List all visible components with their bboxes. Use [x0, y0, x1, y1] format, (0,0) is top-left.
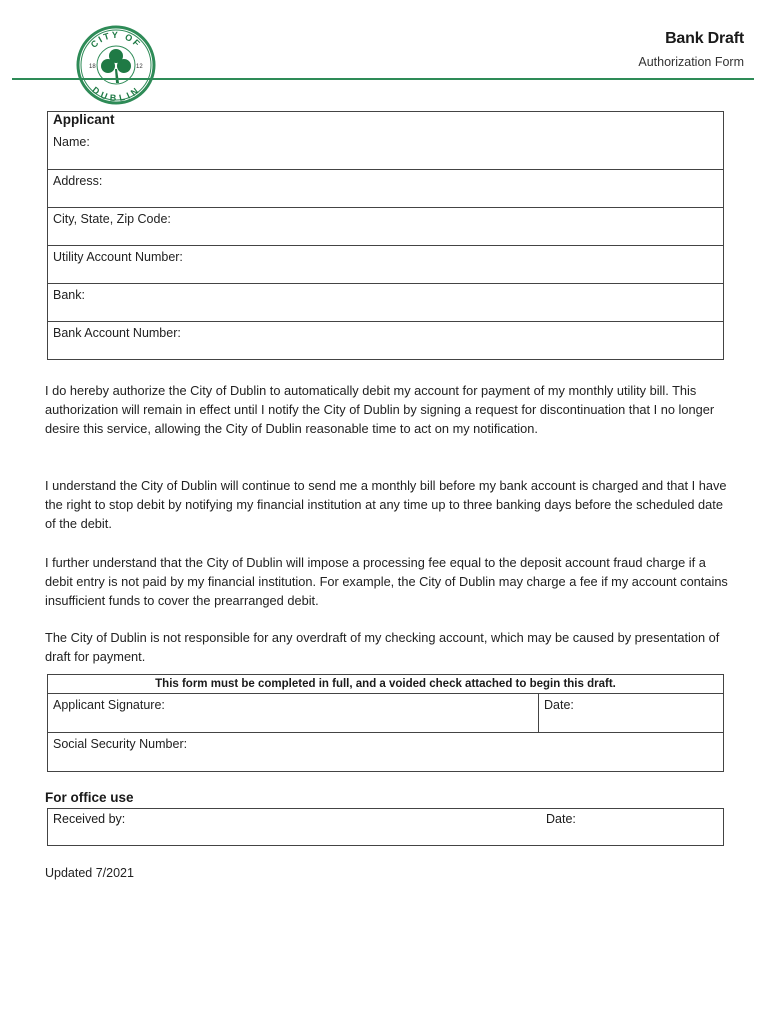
header-divider — [12, 78, 754, 80]
utility-account-number-label: Utility Account Number: — [53, 250, 183, 264]
received-by-label: Received by: — [53, 812, 126, 826]
authorization-paragraph: I do hereby authorize the City of Dublin to automatically debit my account for payment of my monthly utility bill. This authorization will remain in effect until I notify the City of Dublin by signing a request for discontinuation that I no longer desire this service, allowing the City of Dublin reasonable time to act on my notification. — [45, 383, 715, 436]
document-subtitle: Authorization Form — [638, 55, 744, 69]
utility-account-number-field[interactable] — [48, 245, 723, 283]
seal-bottom-text: DUBLIN — [90, 85, 142, 104]
bank-label: Bank: — [53, 288, 85, 302]
signature-date-field[interactable] — [539, 694, 723, 732]
name-label: Name: — [53, 135, 90, 149]
office-use-section — [47, 808, 724, 846]
applicant-signature-label: Applicant Signature: — [53, 698, 165, 712]
social-security-number-field[interactable] — [48, 732, 723, 771]
applicant-heading: Applicant — [53, 112, 115, 127]
signature-date-label: Date: — [544, 698, 574, 712]
city-of-dublin-seal — [76, 25, 156, 105]
monthly-bill-paragraph: I understand the City of Dublin will continue to send me a monthly bill before my bank account is charged and that I have the right to stop debit by notifying my financial institution at any time up to three banking days before the scheduled date of the debit. — [45, 478, 727, 531]
address-field[interactable] — [48, 169, 723, 207]
office-date-field[interactable] — [538, 809, 723, 845]
updated-date: Updated 7/2021 — [45, 866, 134, 880]
address-label: Address: — [53, 174, 103, 188]
seal-year-left: 18 — [89, 64, 96, 70]
seal-year-right: 12 — [136, 64, 143, 70]
seal-top-text: CITY OF — [88, 29, 144, 50]
processing-fee-paragraph: I further understand that the City of Dublin will impose a processing fee equal to the deposit account fraud charge if a debit entry is not paid by my financial institution. For example, the City of Dublin may charge a fee if my account contains insufficient funds to cover the prearranged debit. — [45, 555, 728, 608]
bank-account-number-label: Bank Account Number: — [53, 326, 181, 340]
completion-notice: This form must be completed in full, and a voided check attached to begin this draft. — [48, 675, 723, 694]
office-use-heading: For office use — [45, 790, 134, 805]
office-date-label: Date: — [546, 812, 576, 826]
document-title: Bank Draft — [665, 30, 744, 47]
name-field[interactable] — [48, 131, 723, 169]
applicant-section — [47, 111, 724, 360]
bank-account-number-field[interactable] — [48, 321, 723, 359]
signature-section — [47, 674, 724, 772]
city-state-zip-field[interactable] — [48, 207, 723, 245]
city-state-zip-label: City, State, Zip Code: — [53, 212, 171, 226]
bank-field[interactable] — [48, 283, 723, 321]
applicant-signature-field[interactable] — [48, 694, 539, 732]
received-by-field[interactable] — [48, 809, 538, 845]
overdraft-paragraph: The City of Dublin is not responsible for any overdraft of my checking account, which may be caused by presentation of draft for payment. — [45, 630, 720, 664]
social-security-number-label: Social Security Number: — [53, 737, 188, 751]
